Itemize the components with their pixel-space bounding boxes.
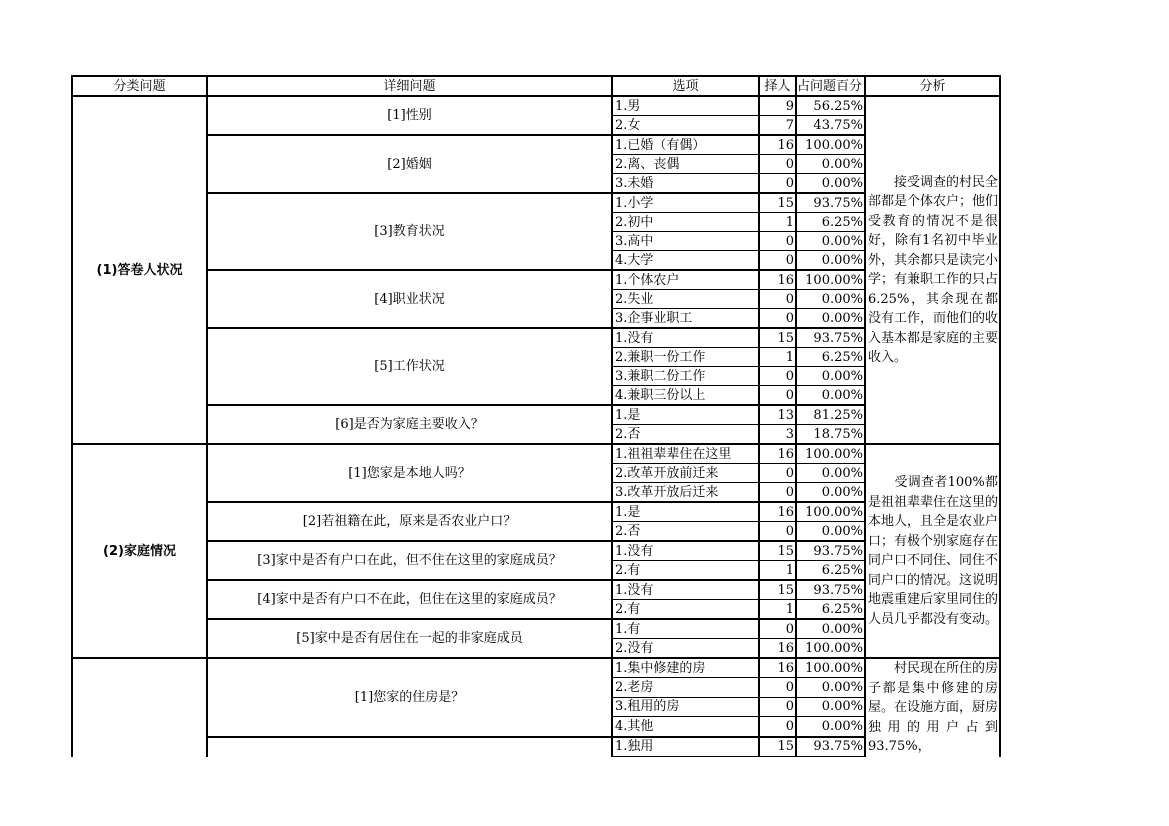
- count-cell: 0: [759, 155, 796, 174]
- option-cell: 3.兼职二份工作: [612, 367, 759, 386]
- option-cell: 1.是: [612, 405, 759, 425]
- option-cell: 1.独用: [612, 737, 759, 757]
- table-row: [72, 193, 1000, 213]
- count-cell: 0: [759, 174, 796, 194]
- percent-cell: 0.00%: [796, 367, 865, 386]
- percent-cell: 0.00%: [796, 697, 865, 716]
- survey-table: [71, 75, 1001, 757]
- percent-cell: 43.75%: [796, 116, 865, 136]
- category-cell: (1)答卷人状况: [72, 96, 207, 444]
- count-cell: 0: [759, 522, 796, 542]
- count-cell: 9: [759, 96, 796, 116]
- option-cell: 2.改革开放前迁来: [612, 464, 759, 483]
- table-row: [72, 96, 1000, 116]
- option-cell: 1.没有: [612, 328, 759, 348]
- count-cell: 0: [759, 717, 796, 737]
- option-cell: 2.有: [612, 600, 759, 620]
- category-cell: [72, 658, 207, 757]
- detail-question-cell: [4]职业状况: [207, 270, 612, 328]
- option-cell: 2.老房: [612, 678, 759, 697]
- count-cell: 15: [759, 328, 796, 348]
- category-cell: (2)家庭情况: [72, 444, 207, 658]
- percent-cell: 6.25%: [796, 348, 865, 367]
- detail-question-cell: [2]若祖籍在此，原来是否农业户口？: [207, 502, 612, 541]
- header-option: 选项: [612, 76, 759, 96]
- table-row: [72, 737, 1000, 757]
- option-cell: 2.初中: [612, 213, 759, 232]
- percent-cell: 6.25%: [796, 213, 865, 232]
- option-cell: 1.有: [612, 619, 759, 639]
- percent-cell: 0.00%: [796, 464, 865, 483]
- option-cell: 2.没有: [612, 639, 759, 659]
- detail-question-cell: [6]是否为家庭主要收入？: [207, 405, 612, 444]
- option-cell: 4.兼职三份以上: [612, 386, 759, 406]
- detail-question-cell: [2]婚姻: [207, 135, 612, 193]
- survey-spreadsheet: [71, 75, 999, 757]
- option-cell: 1.已婚（有偶）: [612, 135, 759, 155]
- percent-cell: 0.00%: [796, 619, 865, 639]
- percent-cell: 81.25%: [796, 405, 865, 425]
- percent-cell: 93.75%: [796, 737, 865, 757]
- count-cell: 1: [759, 213, 796, 232]
- option-cell: 1.个体农户: [612, 270, 759, 290]
- table-row: [72, 541, 1000, 561]
- count-cell: 0: [759, 464, 796, 483]
- option-cell: 4.其他: [612, 717, 759, 737]
- analysis-cell: 接受调查的村民全部都是个体农户；他们受教育的情况不是很好，除有1名初中毕业外，其余都只是读完小学；有兼职工作的只占6.25%，其余现在都没有工作，而他们的收入基本都是家庭的主要收入。: [865, 96, 1000, 444]
- percent-cell: 0.00%: [796, 717, 865, 737]
- count-cell: 1: [759, 600, 796, 620]
- count-cell: 16: [759, 658, 796, 678]
- detail-question-cell: [1]性别: [207, 96, 612, 135]
- percent-cell: 93.75%: [796, 541, 865, 561]
- table-row: [72, 502, 1000, 522]
- option-cell: 1.没有: [612, 580, 759, 600]
- percent-cell: 93.75%: [796, 580, 865, 600]
- percent-cell: 100.00%: [796, 270, 865, 290]
- count-cell: 0: [759, 251, 796, 271]
- percent-cell: 100.00%: [796, 639, 865, 659]
- analysis-cell: 村民现在所住的房子都是集中修建的房屋。在设施方面，厨房独用的用户占到93.75%，: [865, 658, 1000, 757]
- option-cell: 1.男: [612, 96, 759, 116]
- table-row: [72, 580, 1000, 600]
- percent-cell: 6.25%: [796, 561, 865, 581]
- option-cell: 3.高中: [612, 232, 759, 251]
- percent-cell: 93.75%: [796, 328, 865, 348]
- percent-cell: 100.00%: [796, 658, 865, 678]
- option-cell: 2.否: [612, 425, 759, 445]
- percent-cell: 100.00%: [796, 502, 865, 522]
- table-row: [72, 658, 1000, 678]
- header-row: [72, 76, 1000, 96]
- count-cell: 7: [759, 116, 796, 136]
- count-cell: 0: [759, 386, 796, 406]
- detail-question-cell: [3]家中是否有户口在此，但不住在这里的家庭成员？: [207, 541, 612, 580]
- detail-question-cell: [3]教育状况: [207, 193, 612, 270]
- count-cell: 16: [759, 135, 796, 155]
- count-cell: 0: [759, 619, 796, 639]
- percent-cell: 6.25%: [796, 600, 865, 620]
- count-cell: 0: [759, 367, 796, 386]
- table-row: [72, 270, 1000, 290]
- count-cell: 15: [759, 193, 796, 213]
- percent-cell: 93.75%: [796, 193, 865, 213]
- count-cell: 0: [759, 697, 796, 716]
- header-percent-label: 占问题百分: [797, 78, 863, 94]
- header-percent: [796, 76, 865, 96]
- header-category: 分类问题: [72, 76, 207, 96]
- option-cell: 2.否: [612, 522, 759, 542]
- detail-question-cell: [4]家中是否有户口不在此，但住在这里的家庭成员？: [207, 580, 612, 619]
- percent-cell: 0.00%: [796, 309, 865, 329]
- count-cell: 0: [759, 309, 796, 329]
- detail-question-cell: [5]家中是否有居住在一起的非家庭成员: [207, 619, 612, 658]
- table-row: [72, 619, 1000, 639]
- option-cell: 3.租用的房: [612, 697, 759, 716]
- percent-cell: 0.00%: [796, 155, 865, 174]
- count-cell: 13: [759, 405, 796, 425]
- option-cell: 1.祖祖辈辈住在这里: [612, 444, 759, 464]
- count-cell: 15: [759, 580, 796, 600]
- count-cell: 1: [759, 561, 796, 581]
- percent-cell: 0.00%: [796, 232, 865, 251]
- detail-question-cell: [207, 737, 612, 757]
- header-analysis: 分析: [865, 76, 1000, 96]
- option-cell: 2.兼职一份工作: [612, 348, 759, 367]
- count-cell: 0: [759, 678, 796, 697]
- option-cell: 2.离、丧偶: [612, 155, 759, 174]
- option-cell: 2.有: [612, 561, 759, 581]
- percent-cell: 0.00%: [796, 483, 865, 503]
- option-cell: 2.女: [612, 116, 759, 136]
- percent-cell: 0.00%: [796, 678, 865, 697]
- count-cell: 0: [759, 290, 796, 309]
- count-cell: 3: [759, 425, 796, 445]
- count-cell: 16: [759, 444, 796, 464]
- percent-cell: 0.00%: [796, 174, 865, 194]
- percent-cell: 100.00%: [796, 444, 865, 464]
- option-cell: 1.是: [612, 502, 759, 522]
- percent-cell: 0.00%: [796, 522, 865, 542]
- option-cell: 1.集中修建的房: [612, 658, 759, 678]
- count-cell: 0: [759, 232, 796, 251]
- table-row: [72, 405, 1000, 425]
- detail-question-cell: [1]您家是本地人吗？: [207, 444, 612, 502]
- count-cell: 16: [759, 270, 796, 290]
- percent-cell: 56.25%: [796, 96, 865, 116]
- table-row: [72, 444, 1000, 464]
- option-cell: 2.失业: [612, 290, 759, 309]
- count-cell: 0: [759, 483, 796, 503]
- table-row: [72, 135, 1000, 155]
- table-row: [72, 328, 1000, 348]
- percent-cell: 0.00%: [796, 386, 865, 406]
- header-count: [759, 76, 796, 96]
- count-cell: 1: [759, 348, 796, 367]
- header-count-label: 择人: [764, 78, 791, 94]
- count-cell: 15: [759, 737, 796, 757]
- detail-question-cell: [5]工作状况: [207, 328, 612, 405]
- percent-cell: 0.00%: [796, 290, 865, 309]
- header-detail: 详细问题: [207, 76, 612, 96]
- option-cell: 1.小学: [612, 193, 759, 213]
- option-cell: 3.改革开放后迁来: [612, 483, 759, 503]
- option-cell: 4.大学: [612, 251, 759, 271]
- count-cell: 15: [759, 541, 796, 561]
- percent-cell: 18.75%: [796, 425, 865, 445]
- analysis-cell: 受调查者100%都是祖祖辈辈住在这里的本地人，且全是农业户口；有极个别家庭存在同户口不同住、同住不同户口的情况。这说明地震重建后家里同住的人员几乎都没有变动。: [865, 444, 1000, 658]
- option-cell: 3.未婚: [612, 174, 759, 194]
- percent-cell: 100.00%: [796, 135, 865, 155]
- count-cell: 16: [759, 639, 796, 659]
- detail-question-cell: [1]您家的住房是？: [207, 658, 612, 737]
- option-cell: 1.没有: [612, 541, 759, 561]
- option-cell: 3.企事业职工: [612, 309, 759, 329]
- percent-cell: 0.00%: [796, 251, 865, 271]
- count-cell: 16: [759, 502, 796, 522]
